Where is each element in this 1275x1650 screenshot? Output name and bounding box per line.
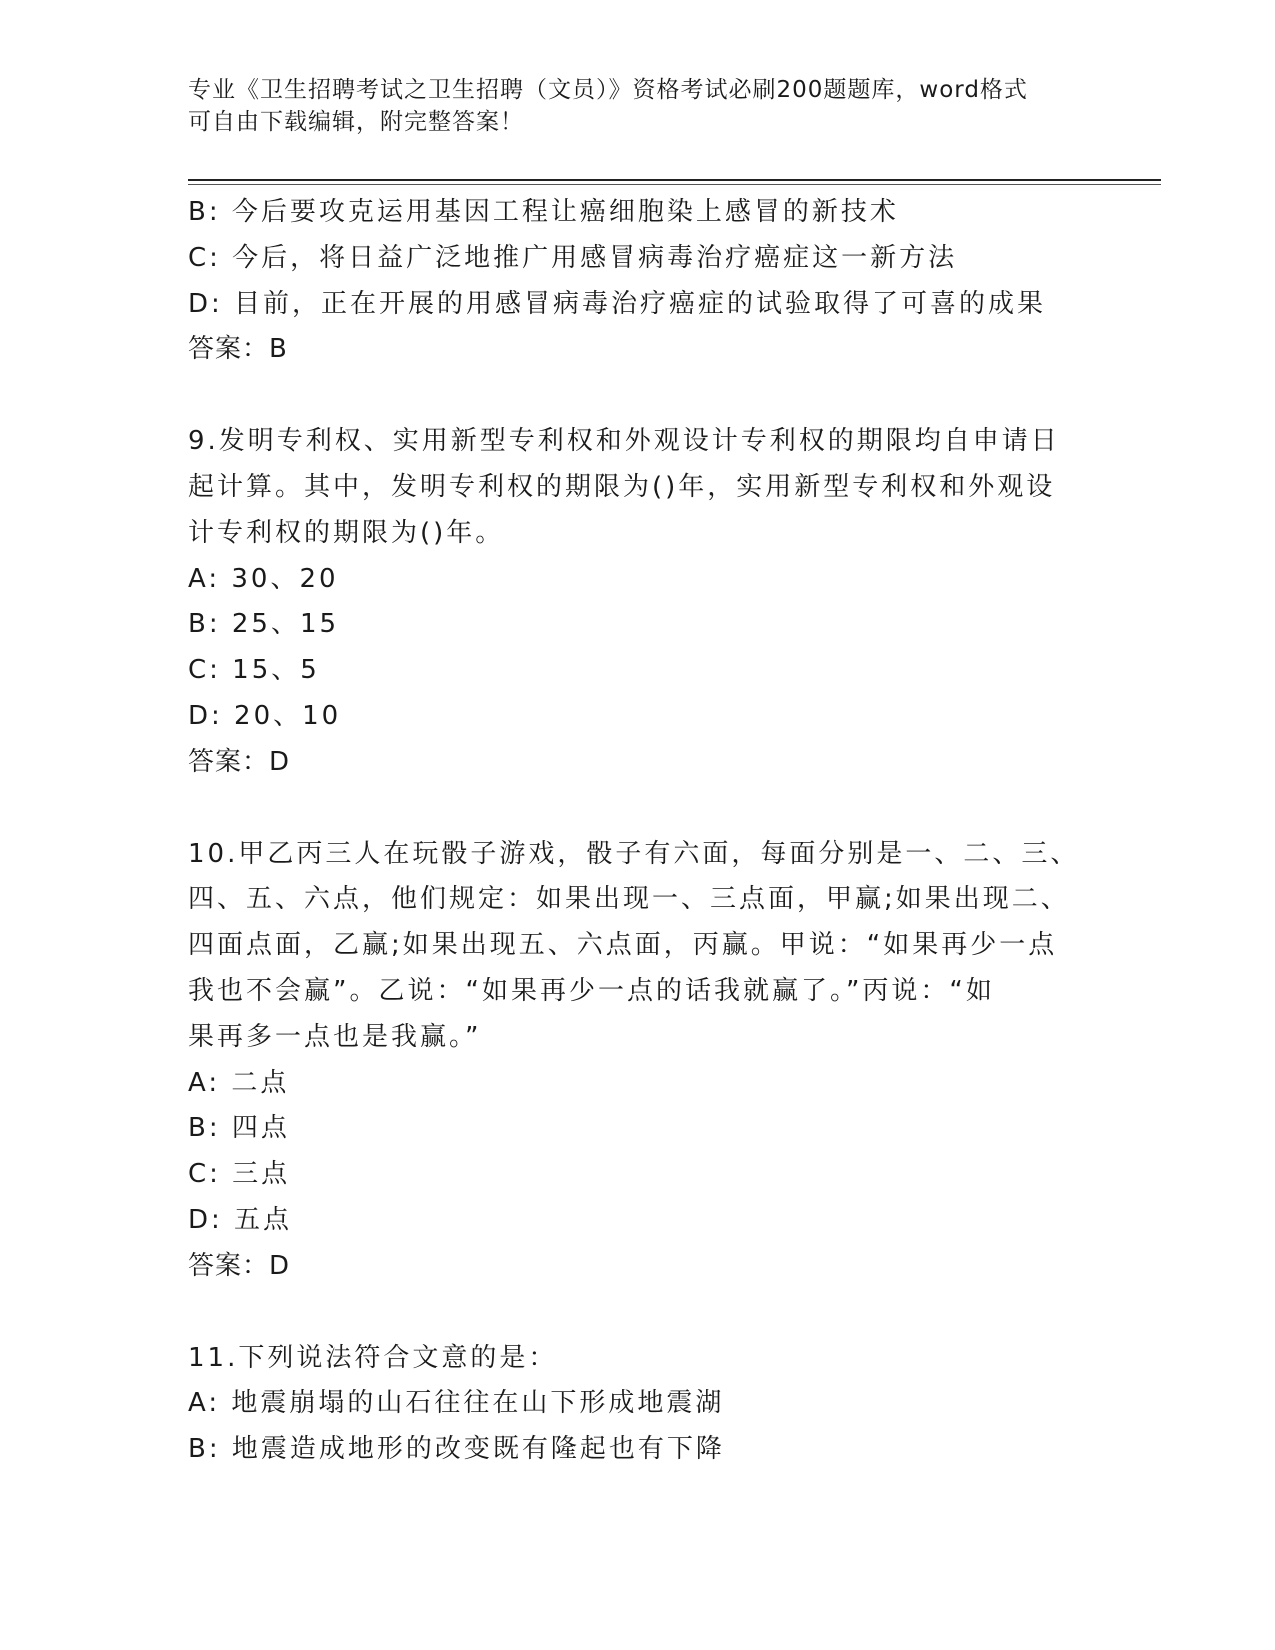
question-8-tail — [188, 190, 1088, 373]
option-b: B: 四点 — [188, 1113, 290, 1144]
option-b: B: 地震造成地形的改变既有隆起也有下降 — [188, 1434, 725, 1465]
option-a: A: 30、20 — [188, 563, 339, 594]
stem-line: 9.发明专利权、实用新型专利权和外观设计专利权的期限均自申请日 — [188, 426, 1060, 457]
stem-line: 10.甲乙丙三人在玩骰子游戏，骰子有六面，每面分别是一、二、三、 — [188, 838, 1080, 869]
option-d: D: 目前，正在开展的用感冒病毒治疗癌症的试验取得了可喜的成果 — [188, 288, 1047, 319]
answer-line: 答案：B — [188, 334, 288, 365]
stem-line: 我也不会赢”。乙说：“如果再少一点的话我就赢了。”丙说：“如 — [188, 975, 995, 1006]
question-9 — [188, 419, 1088, 785]
header-rule-thin — [188, 184, 1161, 185]
option-b: B: 今后要攻克运用基因工程让癌细胞染上感冒的新技术 — [188, 197, 899, 227]
header-title-line-1: 专业《卫生招聘考试之卫生招聘（文员）》资格考试必刷200题题库，word格式 — [188, 77, 1028, 103]
question-gap — [188, 786, 1088, 832]
stem-line: 四面点面，乙赢;如果出现五、六点面，丙赢。甲说：“如果再少一点 — [188, 930, 1058, 961]
answer-line: 答案：D — [188, 1250, 291, 1281]
question-stem — [188, 832, 1080, 1061]
question-gap — [188, 373, 1088, 419]
document-body — [188, 190, 1088, 1473]
option-c: C: 15、5 — [188, 655, 320, 686]
option-b: B: 25、15 — [188, 609, 340, 640]
question-10 — [188, 832, 1088, 1290]
document-header — [188, 74, 1088, 138]
answer-line: 答案：D — [188, 746, 291, 777]
question-gap — [188, 1290, 1088, 1336]
question-11 — [188, 1336, 1088, 1473]
stem-line: 果再多一点也是我赢。” — [188, 1021, 482, 1052]
option-d: D: 20、10 — [188, 700, 342, 731]
option-c: C: 今后，将日益广泛地推广用感冒病毒治疗癌症这一新方法 — [188, 242, 958, 273]
option-d: D: 五点 — [188, 1204, 293, 1235]
header-rule-thick — [188, 179, 1161, 181]
header-title-line-2: 可自由下载编辑，附完整答案！ — [188, 109, 524, 135]
stem-line: 11.下列说法符合文意的是： — [188, 1342, 558, 1373]
option-a: A: 地震崩塌的山石往往在山下形成地震湖 — [188, 1388, 725, 1419]
stem-line: 起计算。其中，发明专利权的期限为()年，实用新型专利权和外观设 — [188, 471, 1056, 502]
stem-line: 计专利权的期限为()年。 — [188, 517, 505, 548]
question-stem — [188, 419, 1068, 556]
option-a: A: 二点 — [188, 1067, 290, 1098]
option-c: C: 三点 — [188, 1159, 291, 1190]
question-stem — [188, 1336, 1068, 1382]
stem-line: 四、五、六点，他们规定：如果出现一、三点面，甲赢;如果出现二、 — [188, 884, 1070, 915]
